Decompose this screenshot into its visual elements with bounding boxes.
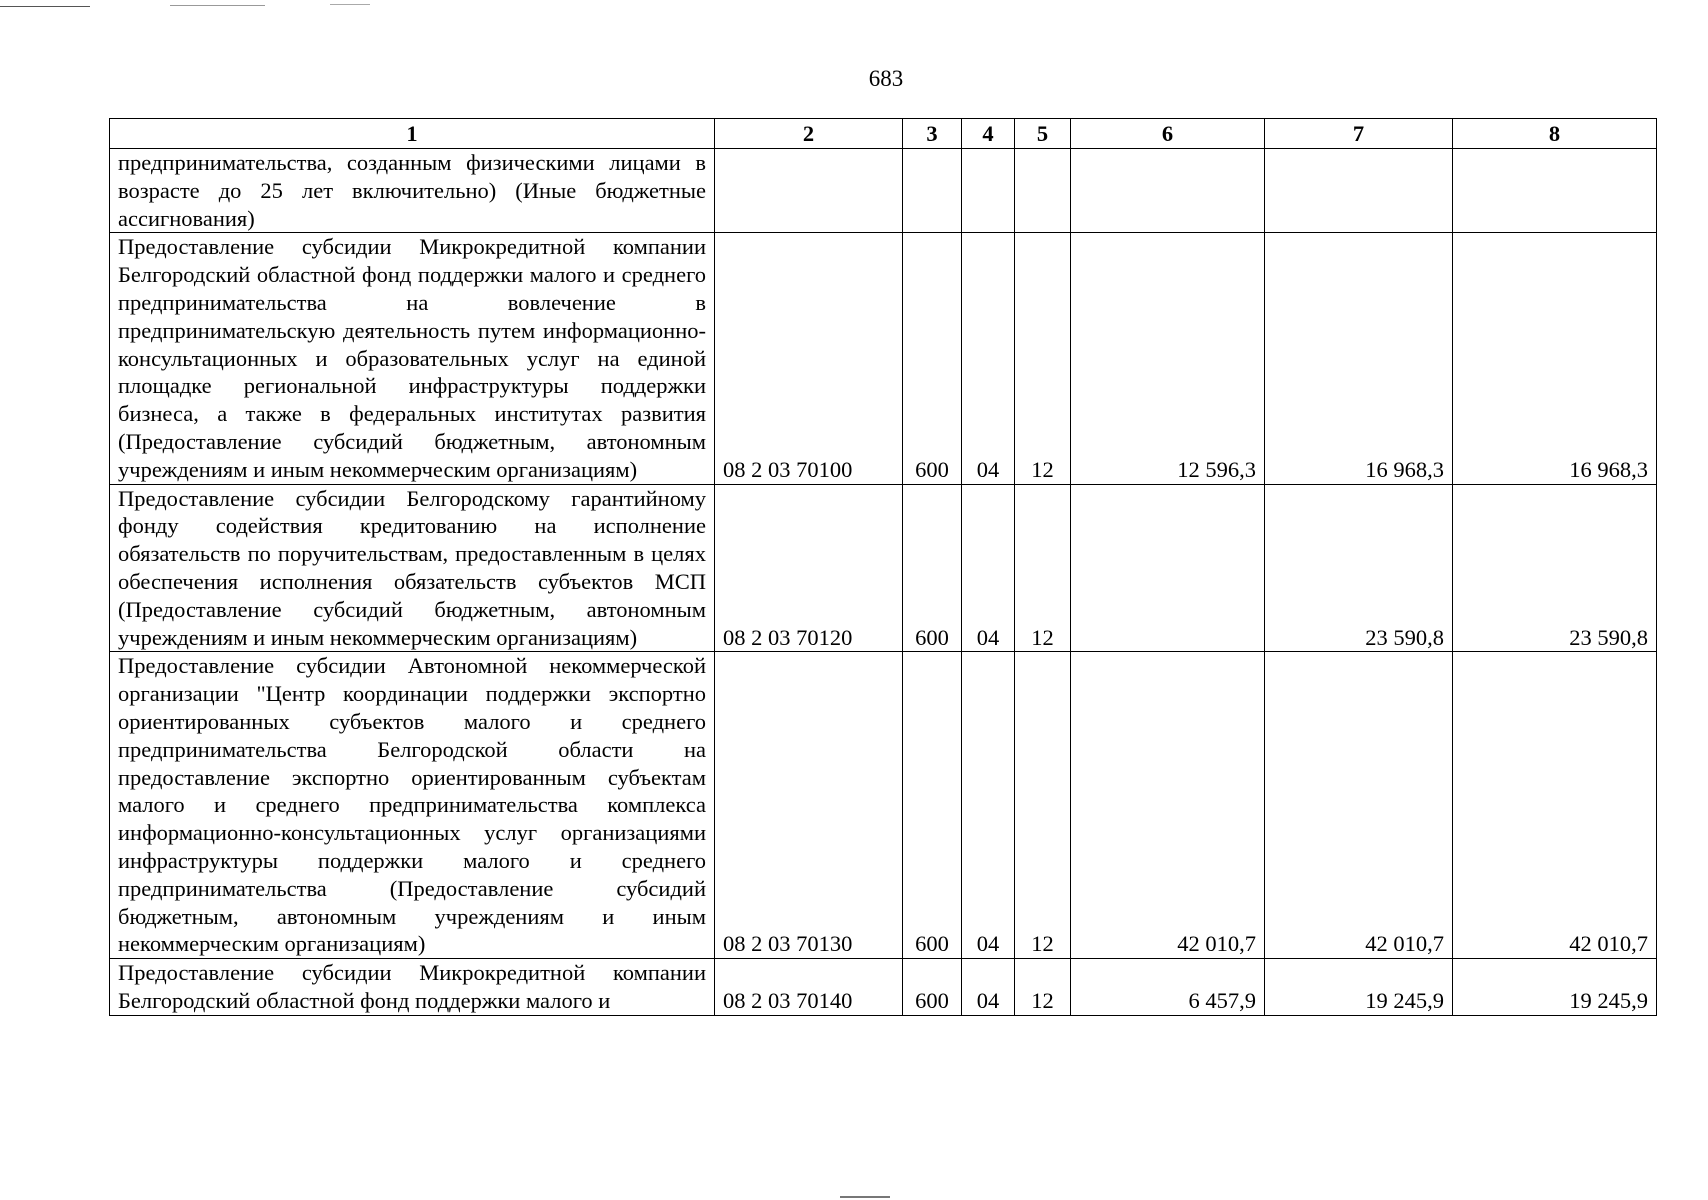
row-col6	[1071, 149, 1265, 233]
row-col8: 19 245,9	[1453, 959, 1657, 1016]
row-col6: 6 457,9	[1071, 959, 1265, 1016]
row-description: Предоставление субсидии Белгородскому гарантийному фонду содействия кредитованию на исполнение обязательств по поручительствам, предоставленным в целях обеспечения исполнения обязательств субъектов МСП (Предоставление субсидий бюджетным, автономным учреждениям и иным некоммерческим организациям)	[110, 484, 715, 652]
header-col-4: 4	[962, 119, 1015, 149]
table-row	[110, 652, 1657, 959]
budget-table	[109, 118, 1657, 1016]
row-description: Предоставление субсидии Микрокредитной компании Белгородский областной фонд поддержки малого и среднего предпринимательства на вовлечение в предпринимательскую деятельность путем информационно-консультационных и образовательных услуг на единой площадке региональной инфраструктуры поддержки бизнеса, а также в федеральных институтах развития (Предоставление субсидий бюджетным, автономным учреждениям и иным некоммерческим организациям)	[110, 233, 715, 484]
row-col8: 23 590,8	[1453, 484, 1657, 652]
row-col8	[1453, 149, 1657, 233]
scan-artifact-line	[170, 5, 265, 6]
header-col-8: 8	[1453, 119, 1657, 149]
row-col4: 04	[962, 652, 1015, 959]
row-col6	[1071, 484, 1265, 652]
header-col-5: 5	[1015, 119, 1071, 149]
row-col5: 12	[1015, 652, 1071, 959]
table-row	[110, 959, 1657, 1016]
scan-artifact-line	[0, 6, 90, 7]
row-col3: 600	[903, 959, 962, 1016]
row-description: Предоставление субсидии Микрокредитной компании Белгородский областной фонд поддержки малого и	[110, 959, 715, 1016]
scan-artifact-line	[330, 4, 370, 5]
row-col5: 12	[1015, 484, 1071, 652]
table-row	[110, 484, 1657, 652]
row-col8: 16 968,3	[1453, 233, 1657, 484]
row-col8: 42 010,7	[1453, 652, 1657, 959]
row-code: 08 2 03 70140	[715, 959, 903, 1016]
row-col4: 04	[962, 959, 1015, 1016]
row-code: 08 2 03 70130	[715, 652, 903, 959]
header-col-3: 3	[903, 119, 962, 149]
row-col3	[903, 149, 962, 233]
row-col4: 04	[962, 233, 1015, 484]
row-description: предпринимательства, созданным физическими лицами в возрасте до 25 лет включительно) (Иные бюджетные ассигнования)	[110, 149, 715, 233]
row-code	[715, 149, 903, 233]
scan-artifact-line	[840, 1196, 890, 1198]
row-col7: 42 010,7	[1265, 652, 1453, 959]
page-number: 683	[868, 66, 904, 91]
row-col3: 600	[903, 484, 962, 652]
header-col-6: 6	[1071, 119, 1265, 149]
table-row	[110, 149, 1657, 233]
row-col7	[1265, 149, 1453, 233]
header-col-2: 2	[715, 119, 903, 149]
row-col7: 16 968,3	[1265, 233, 1453, 484]
row-col3: 600	[903, 652, 962, 959]
row-col5: 12	[1015, 959, 1071, 1016]
row-col4	[962, 149, 1015, 233]
row-col4: 04	[962, 484, 1015, 652]
table-header-row	[110, 119, 1657, 149]
row-col6: 12 596,3	[1071, 233, 1265, 484]
row-description: Предоставление субсидии Автономной некоммерческой организации "Центр координации поддержки экспортно ориентированных субъектов малого и среднего предпринимательства Белгородской области на предоставление экспортно ориентированным субъектам малого и среднего предпринимательства комплекса информационно-консультационных услуг организациями инфраструктуры поддержки малого и среднего предпринимательства (Предоставление субсидий бюджетным, автономным учреждениям и иным некоммерческим организациям)	[110, 652, 715, 959]
row-col7: 23 590,8	[1265, 484, 1453, 652]
table-row	[110, 233, 1657, 484]
row-code: 08 2 03 70100	[715, 233, 903, 484]
row-col3: 600	[903, 233, 962, 484]
row-col5	[1015, 149, 1071, 233]
row-col7: 19 245,9	[1265, 959, 1453, 1016]
header-col-1: 1	[110, 119, 715, 149]
row-col6: 42 010,7	[1071, 652, 1265, 959]
row-col5: 12	[1015, 233, 1071, 484]
row-code: 08 2 03 70120	[715, 484, 903, 652]
header-col-7: 7	[1265, 119, 1453, 149]
